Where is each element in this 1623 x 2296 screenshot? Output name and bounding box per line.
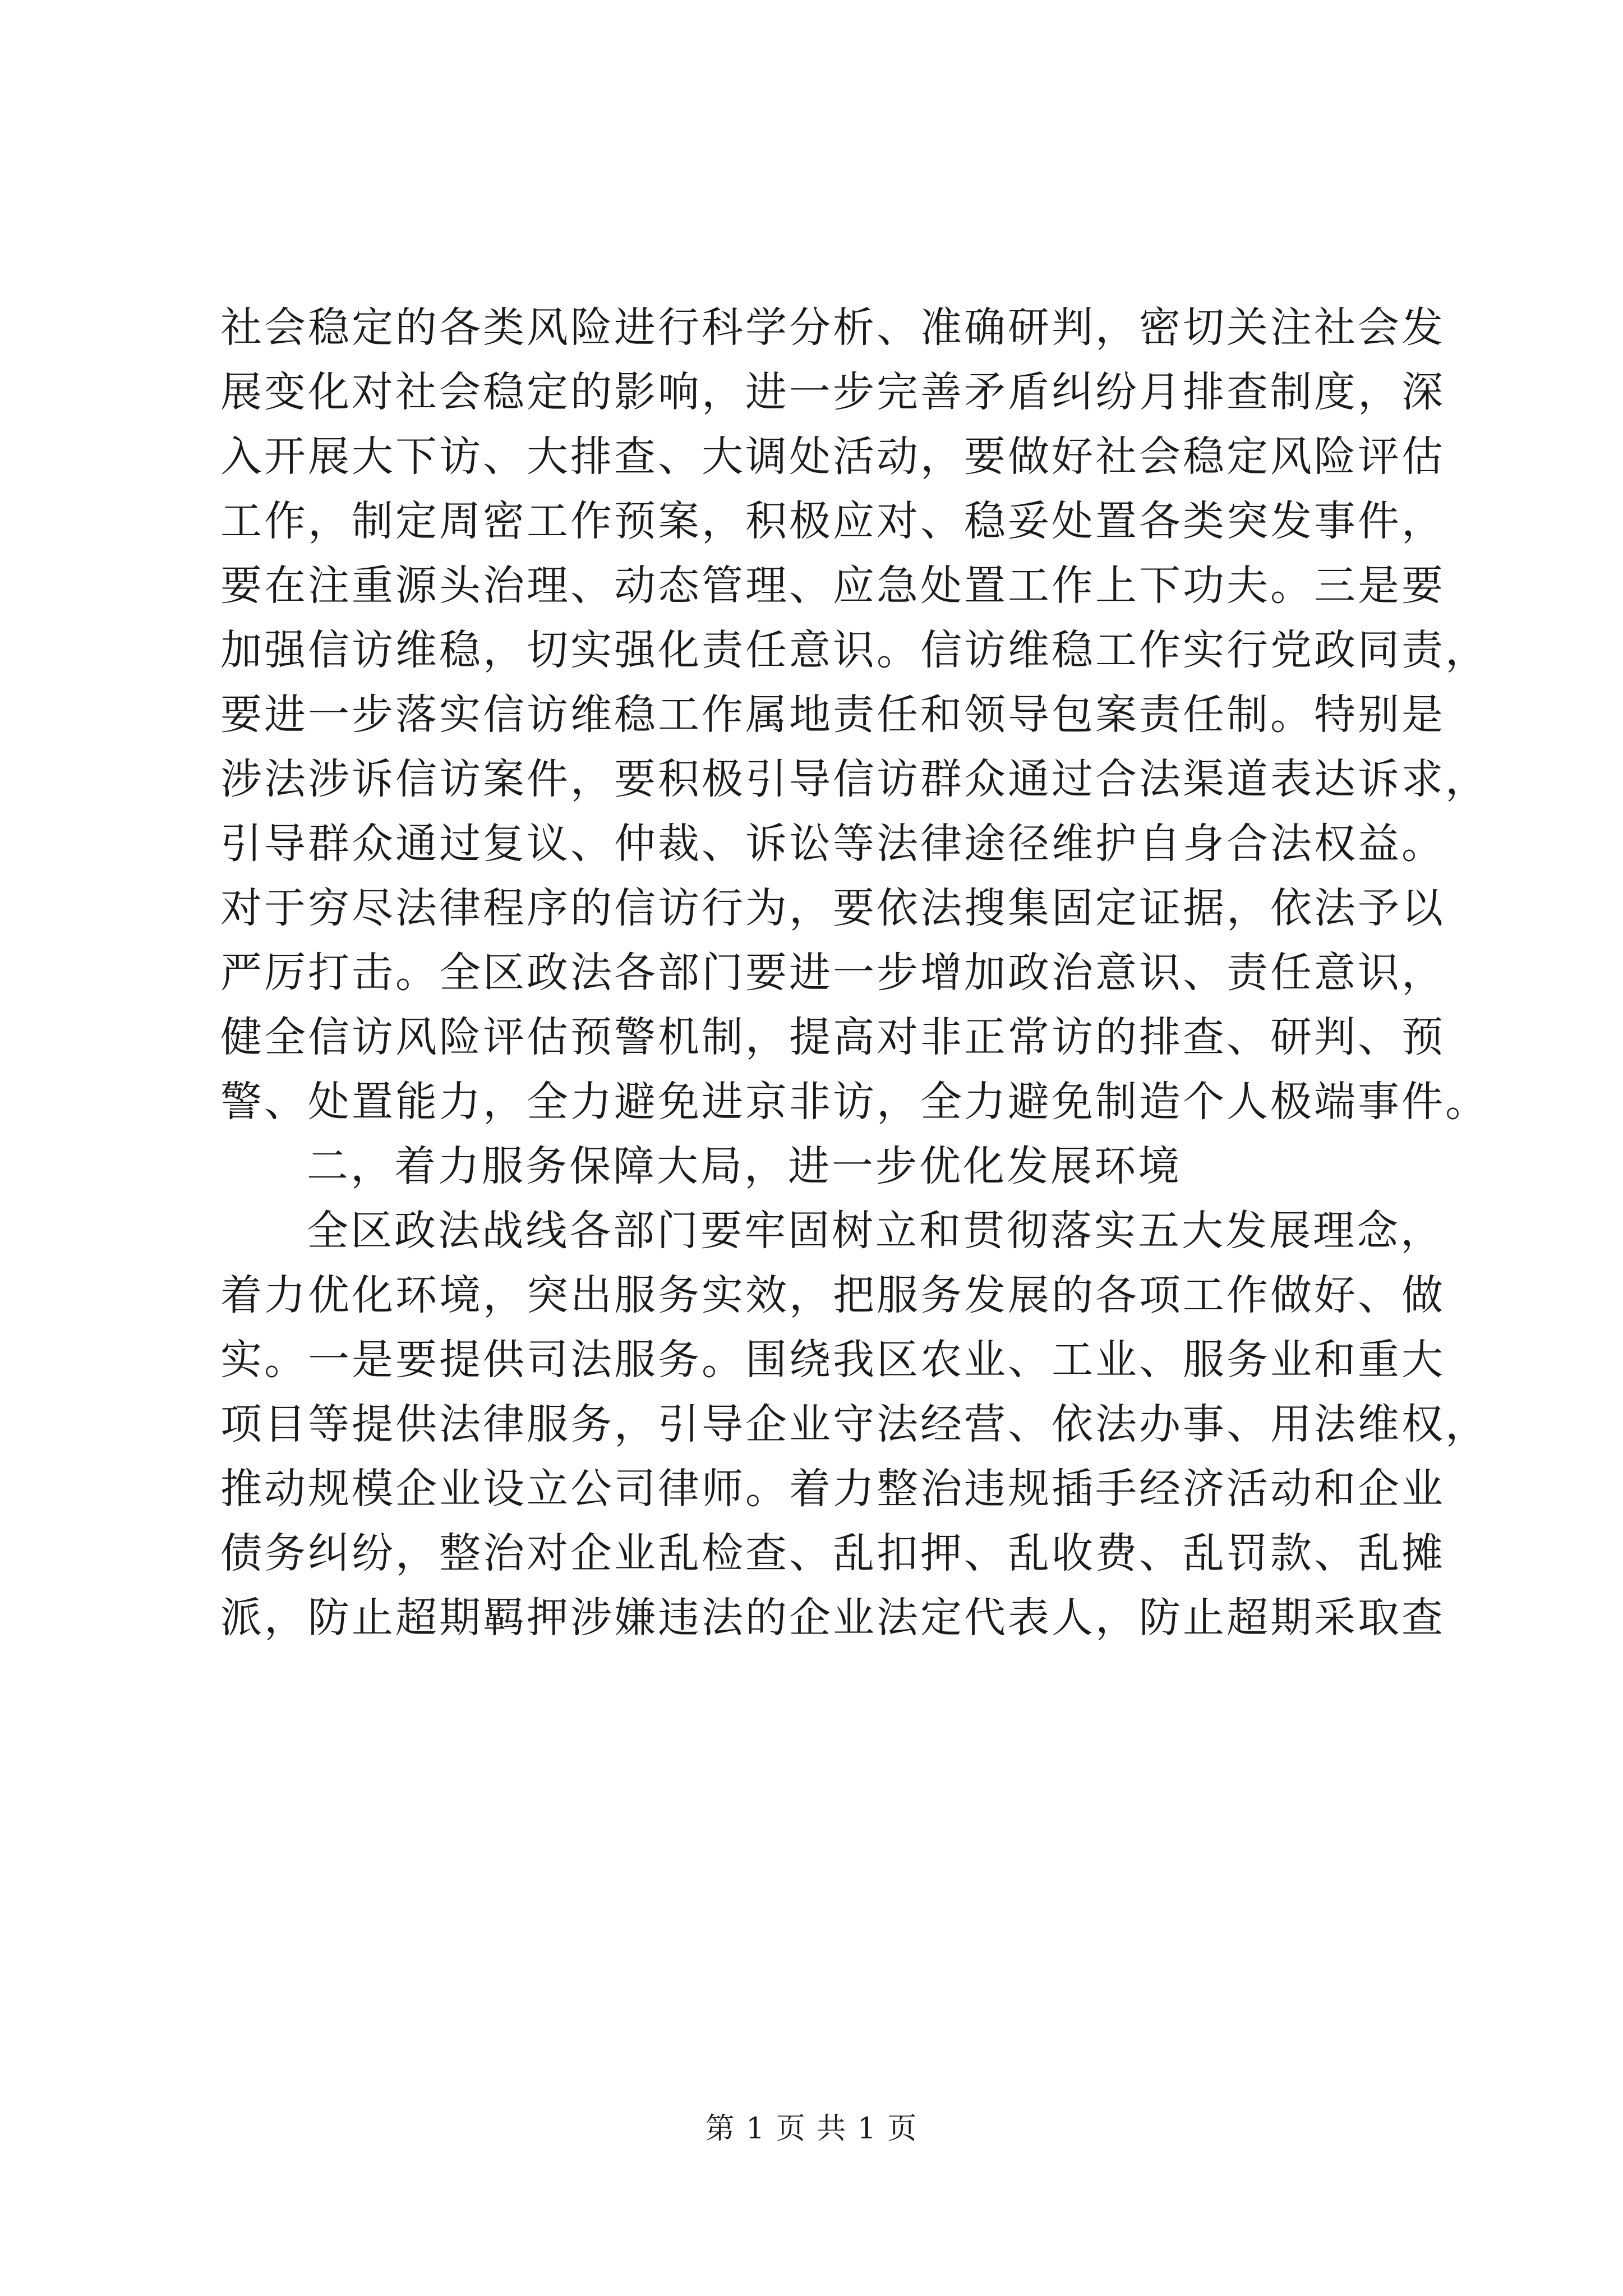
text-line: 社会稳定的各类风险进行科学分析、准确研判，密切关注社会发 xyxy=(220,303,1445,352)
text-line: 债务纠纷，整治对企业乱检查、乱扣押、乱收费、乱罚款、乱摊 xyxy=(220,1529,1445,1577)
text-line: 引导群众通过复议、仲裁、诉讼等法律途径维护自身合法权益。 xyxy=(220,820,1445,868)
text-line: 派，防止超期羁押涉嫌违法的企业法定代表人，防止超期采取查 xyxy=(220,1594,1445,1642)
text-line: 涉法涉诉信访案件，要积极引导信访群众通过合法渠道表达诉求， xyxy=(220,755,1489,803)
text-line: 展变化对社会稳定的影响，进一步完善矛盾纠纷月排查制度，深 xyxy=(220,368,1445,416)
document-body xyxy=(220,296,1489,1650)
text-line: 工作，制定周密工作预案，积极应对、稳妥处置各类突发事件， xyxy=(220,497,1445,545)
section-heading: 二，着力服务保障大局，进一步优化发展环境 xyxy=(307,1142,1182,1190)
text-line: 要进一步落实信访维稳工作属地责任和领导包案责任制。特别是 xyxy=(220,691,1445,739)
text-line: 实。一是要提供司法服务。围绕我区农业、工业、服务业和重大 xyxy=(220,1336,1445,1384)
text-line: 加强信访维稳，切实强化责任意识。信访维稳工作实行党政同责， xyxy=(220,626,1489,674)
text-line: 警、处置能力，全力避免进京非访，全力避免制造个人极端事件。 xyxy=(220,1078,1489,1126)
text-line: 对于穷尽法律程序的信访行为，要依法搜集固定证据，依法予以 xyxy=(220,884,1445,932)
text-line: 要在注重源头治理、动态管理、应急处置工作上下功夫。三是要 xyxy=(220,562,1445,610)
text-line: 严厉打击。全区政法各部门要进一步增加政治意识、责任意识， xyxy=(220,949,1445,997)
text-line: 项目等提供法律服务，引导企业守法经营、依法办事、用法维权， xyxy=(220,1400,1489,1448)
text-line: 健全信访风险评估预警机制，提高对非正常访的排查、研判、预 xyxy=(220,1013,1445,1061)
text-line: 入开展大下访、大排查、大调处活动，要做好社会稳定风险评估 xyxy=(220,432,1445,481)
page-footer: 第 1 页 共 1 页 xyxy=(705,2112,918,2146)
paragraph-first-line: 全区政法战线各部门要牢固树立和贯彻落实五大发展理念， xyxy=(307,1207,1444,1255)
text-line: 着力优化环境，突出服务实效，把服务发展的各项工作做好、做 xyxy=(220,1271,1445,1319)
text-line: 推动规模企业设立公司律师。着力整治违规插手经济活动和企业 xyxy=(220,1465,1445,1513)
